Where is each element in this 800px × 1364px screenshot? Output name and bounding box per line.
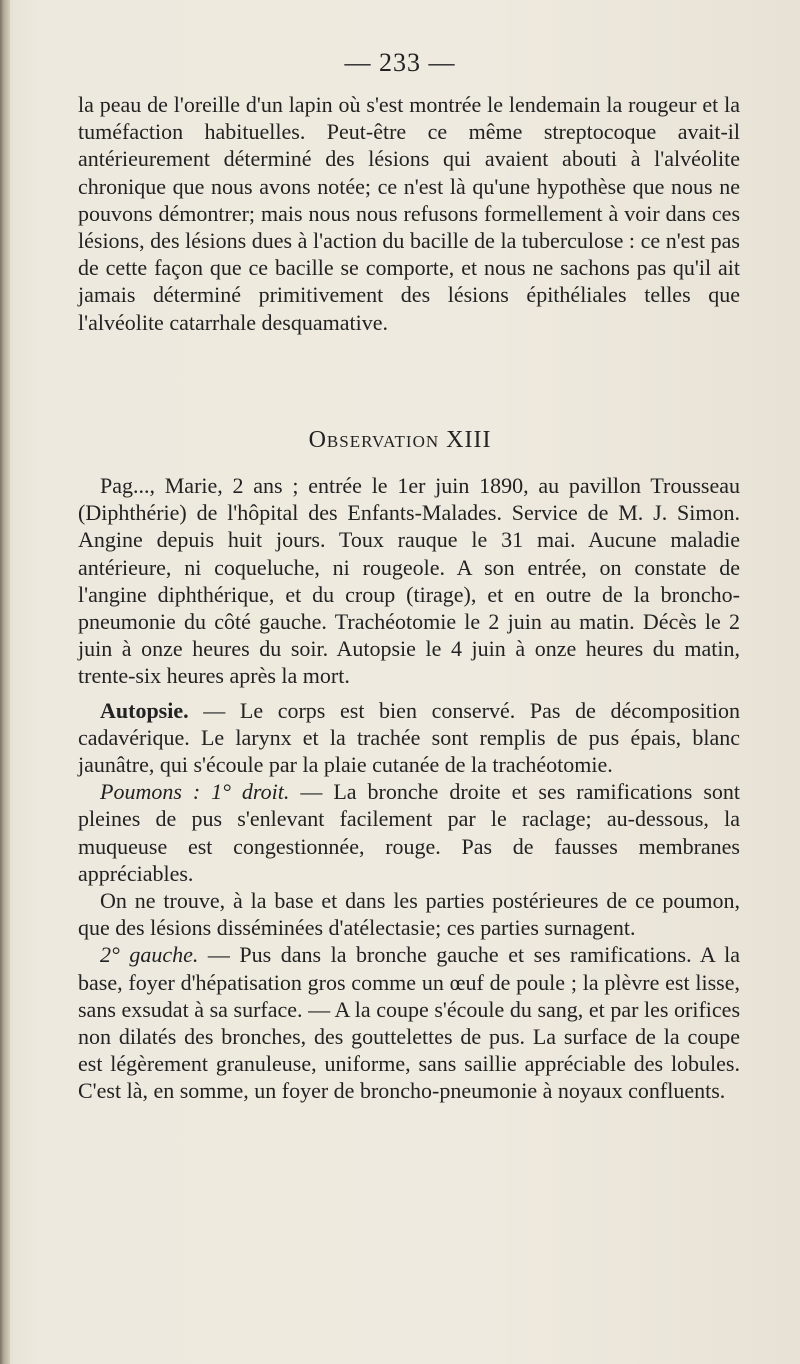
page-number: — 233 — [344, 48, 456, 77]
autopsy-text: — Le corps est bien conservé. Pas de décomposition cadavérique. Le larynx et la trachée sont remplis de pus épais, blanc jaunâtre, qui s'écoule par la plaie cutanée de la trachéotomie. [78, 697, 740, 778]
lungs-right-text: — La bronche droite et ses ramifications sont pleines de pus s'enlevant facilement par le raclage; au-dessous, la muqueuse est congestionnée, rouge. Pas de fausses membranes appréciables. [78, 779, 740, 886]
case-paragraph: Pag..., Marie, 2 ans ; entrée le 1er juin 1890, au pavillon Trousseau (Diphthérie) de l'hôpital des Enfants-Malades. Service de M. J. Simon. Angine depuis huit jours. Toux rauque le 31 mai. Aucune maladie antérieure, ni coqueluche, ni rougeole. A son entrée, on constate de l'angine diphthérique, et du croup (tirage), et en outre de la broncho-pneumonie du côté gauche. Trachéotomie le 2 juin au matin. Décès le 2 juin à onze heures du soir. Autopsie le 4 juin à onze heures du matin, trente-six heures après la mort. [78, 473, 740, 689]
lungs-right-label: Poumons : 1° droit. [100, 779, 290, 805]
observation-title: Observation XIII [308, 427, 492, 453]
lungs-left-label: 2° gauche. [100, 942, 199, 968]
intro-paragraph [78, 91, 740, 336]
intro-paragraph-text: la peau de l'oreille d'un lapin où s'est montrée le lendemain la rougeur et la tuméfaction habituelles. Peut-être ce même streptocoque avait-il antérieurement déterminé des lésions qui avaient abouti à l'alvéolite chronique que nous avons notée; ce n'est là qu'une hypothèse que nous ne pouvons démontrer; mais nous nous refusons formellement à voir dans ces lésions, des lésions dues à l'action du bacille de la tuberculose : ce n'est pas de cette façon que ce bacille se comporte, et nous ne sachons pas qu'il ait jamais déterminé primitivement des lésions épithéliales telles que l'alvéolite catarrhale desquamative. [78, 92, 740, 335]
lungs-right-paragraph-2: On ne trouve, à la base et dans les parties postérieures de ce poumon, que des lésions disséminées d'atélectasie; ces parties surnagent. [78, 888, 740, 941]
page-binding-edge [0, 0, 10, 1364]
autopsy-paragraph [78, 697, 740, 779]
lungs-left-text: — Pus dans la bronche gauche et ses ramifications. A la base, foyer d'hépatisation gros comme un œuf de poule ; la plèvre est lisse, sans exsudat à sa surface. — A la coupe s'écoule du sang, et par les orifices non dilatés des bronches, des gouttelettes de pus. La surface de la coupe est légèrement granuleuse, uniforme, sans saillie appréciable des lobules. C'est là, en somme, un foyer de broncho-pneumonie à noyaux confluents. [78, 942, 740, 1104]
lungs-left-paragraph [78, 941, 740, 1104]
autopsy-label: Autopsie. [100, 697, 189, 723]
lungs-right-paragraph [78, 778, 740, 887]
case-body [78, 472, 740, 1105]
